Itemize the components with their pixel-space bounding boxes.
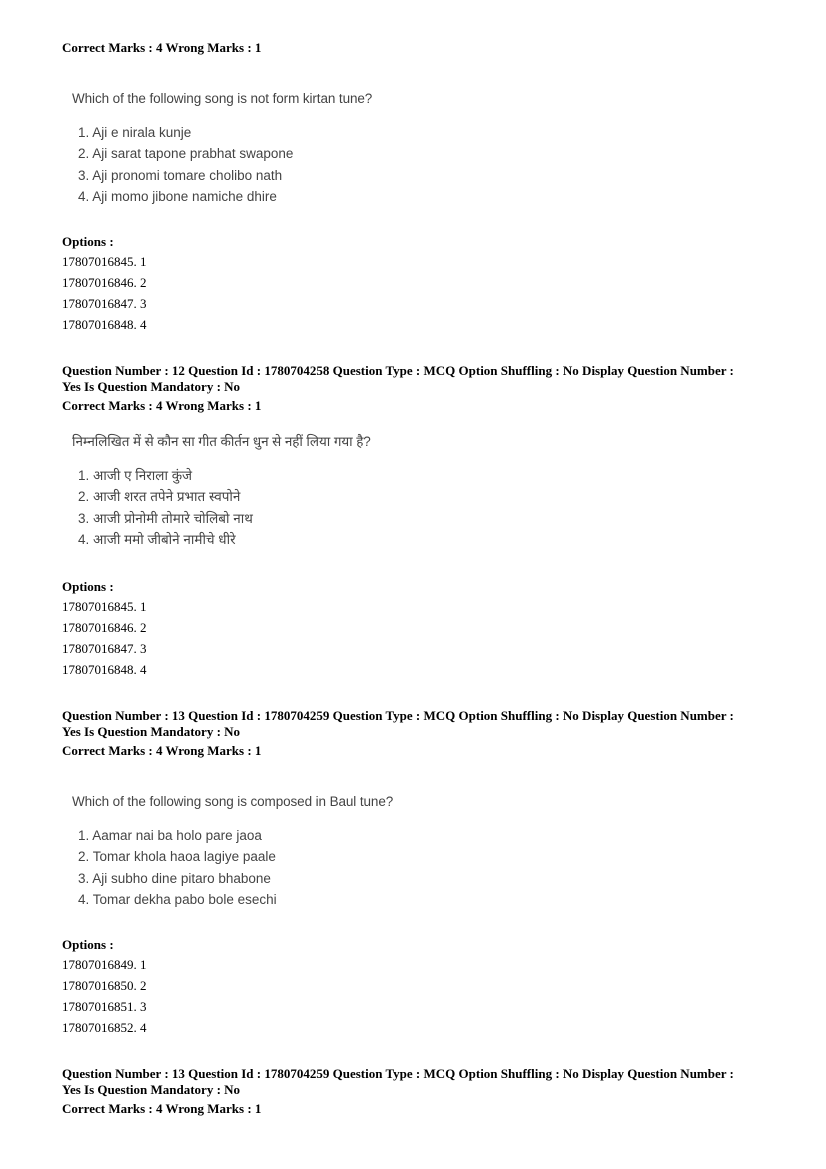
option-row: 17807016849. 1: [62, 957, 147, 972]
question-header-12: Question Number : 12 Question Id : 1780704258 Question Type : MCQ Option Shuffling : No Display Question Number : Yes Is Question Mandatory : No: [62, 363, 734, 394]
option-row: 17807016845. 1: [62, 254, 147, 269]
choice-list: [72, 466, 371, 551]
question-text: निम्नलिखित में से कौन सा गीत कीर्तन धुन से नहीं लिया गया है?: [72, 434, 371, 449]
options-label: Options :: [62, 579, 114, 594]
option-row: 17807016847. 3: [62, 641, 147, 656]
choice-item: 2. आजी शरत तपेने प्रभात स्वपोने: [78, 489, 241, 505]
choice-list: [72, 125, 372, 210]
options-block-1: [62, 234, 147, 338]
choice-item: 1. आजी ए निराला कुंजे: [78, 468, 193, 483]
question-image-3: [72, 794, 393, 913]
marks-line: Correct Marks : 4 Wrong Marks : 1: [62, 743, 262, 758]
option-row: 17807016845. 1: [62, 599, 147, 614]
question-text: Which of the following song is not form kirtan tune?: [72, 91, 373, 106]
options-label: Options :: [62, 234, 114, 249]
options-label: Options :: [62, 937, 114, 952]
choice-item: 2. Tomar khola haoa lagiye paale: [78, 849, 276, 865]
options-block-2: [62, 579, 147, 683]
marks-line: Correct Marks : 4 Wrong Marks : 1: [62, 398, 262, 413]
choice-item: 3. आजी प्रोनोमी तोमारे चोलिबो नाथ: [78, 510, 253, 526]
option-row: 17807016848. 4: [62, 662, 147, 677]
choice-item: 4. Aji momo jibone namiche dhire: [78, 188, 277, 204]
question-header-13: Question Number : 13 Question Id : 1780704259 Question Type : MCQ Option Shuffling : No Display Question Number : Yes Is Question Mandatory : No: [62, 708, 734, 739]
choice-item: 1. Aji e nirala kunje: [78, 125, 192, 140]
choice-item: 4. आजी ममो जीबोने नामीचे धीरे: [78, 531, 236, 547]
option-row: 17807016846. 2: [62, 275, 147, 290]
question-text: Which of the following song is composed in Baul tune?: [72, 794, 394, 809]
question-image-1: [72, 91, 372, 210]
question-header-13-repeat: Question Number : 13 Question Id : 1780704259 Question Type : MCQ Option Shuffling : No Display Question Number : Yes Is Question Mandatory : No: [62, 1066, 734, 1097]
marks-line: Correct Marks : 4 Wrong Marks : 1: [62, 1101, 262, 1116]
option-row: 17807016847. 3: [62, 296, 147, 311]
question-image-2: [72, 432, 371, 551]
marks-line-top: Correct Marks : 4 Wrong Marks : 1: [62, 40, 262, 55]
choice-list: [72, 828, 393, 913]
choice-item: 4. Tomar dekha pabo bole esechi: [78, 891, 277, 907]
option-row: 17807016852. 4: [62, 1020, 147, 1035]
choice-item: 3. Aji pronomi tomare cholibo nath: [78, 167, 283, 183]
choice-item: 3. Aji subho dine pitaro bhabone: [78, 870, 271, 886]
option-row: 17807016846. 2: [62, 620, 147, 635]
option-row: 17807016851. 3: [62, 999, 147, 1014]
options-block-3: [62, 937, 147, 1041]
option-row: 17807016850. 2: [62, 978, 147, 993]
option-row: 17807016848. 4: [62, 317, 147, 332]
choice-item: 1. Aamar nai ba holo pare jaoa: [78, 828, 262, 843]
choice-item: 2. Aji sarat tapone prabhat swapone: [78, 146, 294, 162]
